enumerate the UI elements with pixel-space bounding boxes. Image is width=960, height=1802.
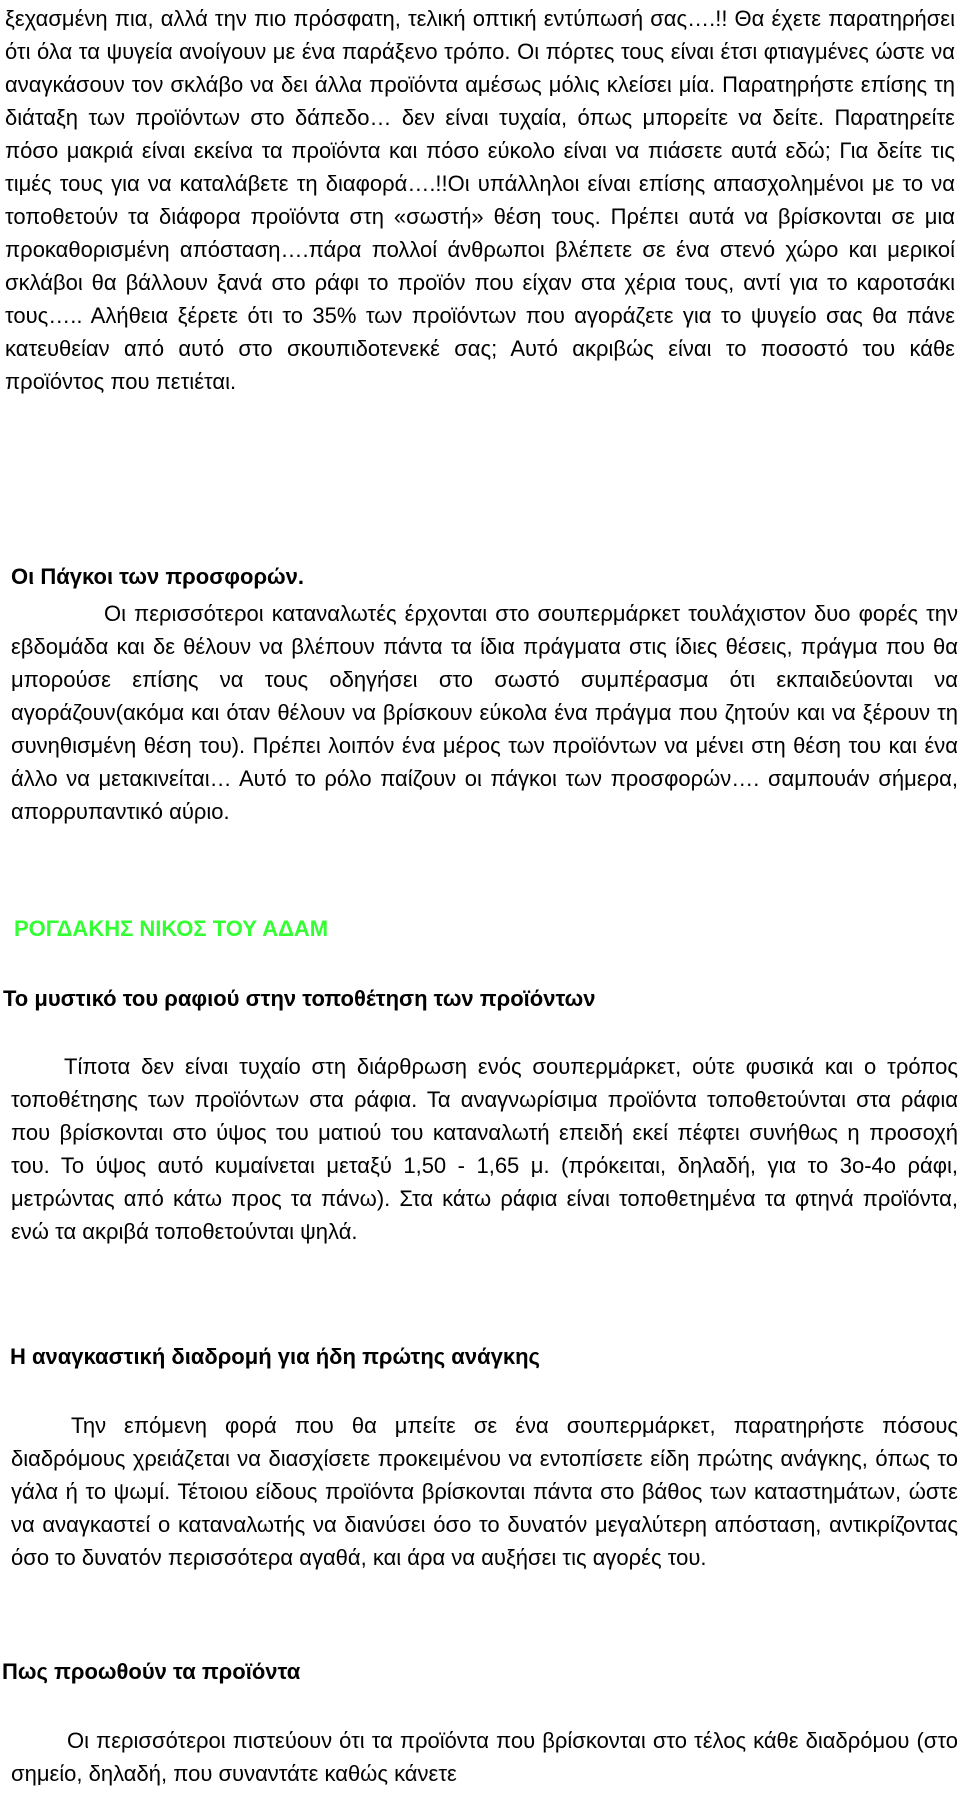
offers-paragraph: Οι περισσότεροι καταναλωτές έρχονται στο σουπερμάρκετ τουλάχιστον δυο φορές την εβδομάδα και δε θέλουν να βλέπουν πάντα τα ίδια πράγματα στις ίδιες θέσεις, πράγμα που θα μπορούσε επίσης να τους οδηγήσει στο σωστό συμπέρασμα ότι εκπαιδεύονται να αγοράζουν(ακόμα και όταν θέλουν να βρίσκουν εύκολα ένα πράγμα που ζητούν και να ξέρουν τη συνηθισμένη θέση του). Πρέπει λοιπόν ένα μέρος των προϊόντων να μένει στη θέση του και ένα άλλο να μετακινείται… Αυτό το ρόλο παίζουν οι πάγκοι των προσφορών…. σαμπουάν σήμερα, απορρυπαντικό αύριο. <box>11 601 958 824</box>
author-line: ΡΟΓΔΑΚΗΣ ΝΙΚΟΣ ΤΟΥ ΑΔΑΜ <box>14 916 329 941</box>
promote-paragraph: Οι περισσότεροι πιστεύουν ότι τα προϊόντα που βρίσκονται στο τέλος κάθε διαδρόμου (στο σημείο, δηλαδή, που συναντάτε καθώς κάνετε <box>11 1728 958 1786</box>
heading-shelf-secret: Το μυστικό του ραφιού στην τοποθέτηση των προϊόντων <box>3 986 596 1011</box>
heading-forced-route: Η αναγκαστική διαδρομή για ήδη πρώτης ανάγκης <box>10 1344 540 1369</box>
route-paragraph: Την επόμενη φορά που θα μπείτε σε ένα σουπερμάρκετ, παρατηρήστε πόσους διαδρόμους χρειάζεται να διασχίσετε προκειμένου να εντοπίσετε είδη πρώτης ανάγκης, όπως το γάλα ή το ψωμί. Τέτοιου είδους προϊόντα βρίσκονται πάντα στο βάθος των καταστημάτων, ώστε να αναγκαστεί ο καταναλωτής να διανύσει όσο το δυνατόν μεγαλύτερη απόσταση, αντικρίζοντας όσο το δυνατόν περισσότερα αγαθά, και άρα να αυξήσει τις αγορές του. <box>11 1413 958 1570</box>
heading-product-promotion: Πως προωθούν τα προϊόντα <box>2 1659 301 1684</box>
shelf-paragraph: Τίποτα δεν είναι τυχαίο στη διάρθρωση ενός σουπερμάρκετ, ούτε φυσικά και ο τρόπος τοποθέτησης των προϊόντων στα ράφια. Τα αναγνωρίσιμα προϊόντα τοποθετούνται στα ράφια που βρίσκονται στο ύψος του ματιού του καταναλωτή επειδή εκεί πέφτει συνήθως η προσοχή του. Το ύψος αυτό κυμαίνεται μεταξύ 1,50 - 1,65 μ. (πρόκειται, δηλαδή, για το 3ο-4ο ράφι, μετρώντας από κάτω προς τα πάνω). Στα κάτω ράφια είναι τοποθετημένα τα φτηνά προϊόντα, ενώ τα ακριβά τοποθετούνται ψηλά. <box>11 1054 958 1244</box>
intro-paragraph: ξεχασμένη πια, αλλά την πιο πρόσφατη, τελική οπτική εντύπωσή σας….!! Θα έχετε παρατηρήσει ότι όλα τα ψυγεία ανοίγουν με ένα παράξενο τρόπο. Οι πόρτες τους είναι έτσι φτιαγμένες ώστε να αναγκάσουν τον σκλάβο να δει άλλα προϊόντα αμέσως μόλις κλείσει μία. Παρατηρήστε επίσης τη διάταξη των προϊόντων στο δάπεδο… δεν είναι τυχαία, όπως μπορείτε να δείτε. Παρατηρείτε πόσο μακριά είναι εκείνα τα προϊόντα και πόσο εύκολο είναι να πιάσετε αυτά εδώ; Για δείτε τις τιμές τους για να καταλάβετε τη διαφορά….!!Οι υπάλληλοι είναι επίσης απασχολημένοι με το να τοποθετούν τα διάφορα προϊόντα στη «σωστή» θέση τους. Πρέπει αυτά να βρίσκονται σε μια προκαθορισμένη απόσταση….πάρα πολλοί άνθρωποι βλέπετε σε ένα στενό χώρο και μερικοί σκλάβοι θα βάλλουν ξανά στο ράφι το προϊόν που είχαν στα χέρια τους, αντί για το καροτσάκι τους….. Αλήθεια ξέρετε ότι το 35% των προϊόντων που αγοράζετε για το ψυγείο σας θα πάνε κατευθείαν από αυτό στο σκουπιδοτενεκέ σας; Αυτό ακριβώς είναι το ποσοστό του κάθε προϊόντος που πετιέται. <box>5 6 955 394</box>
heading-offer-stands: Οι Πάγκοι των προσφορών. <box>11 564 304 589</box>
